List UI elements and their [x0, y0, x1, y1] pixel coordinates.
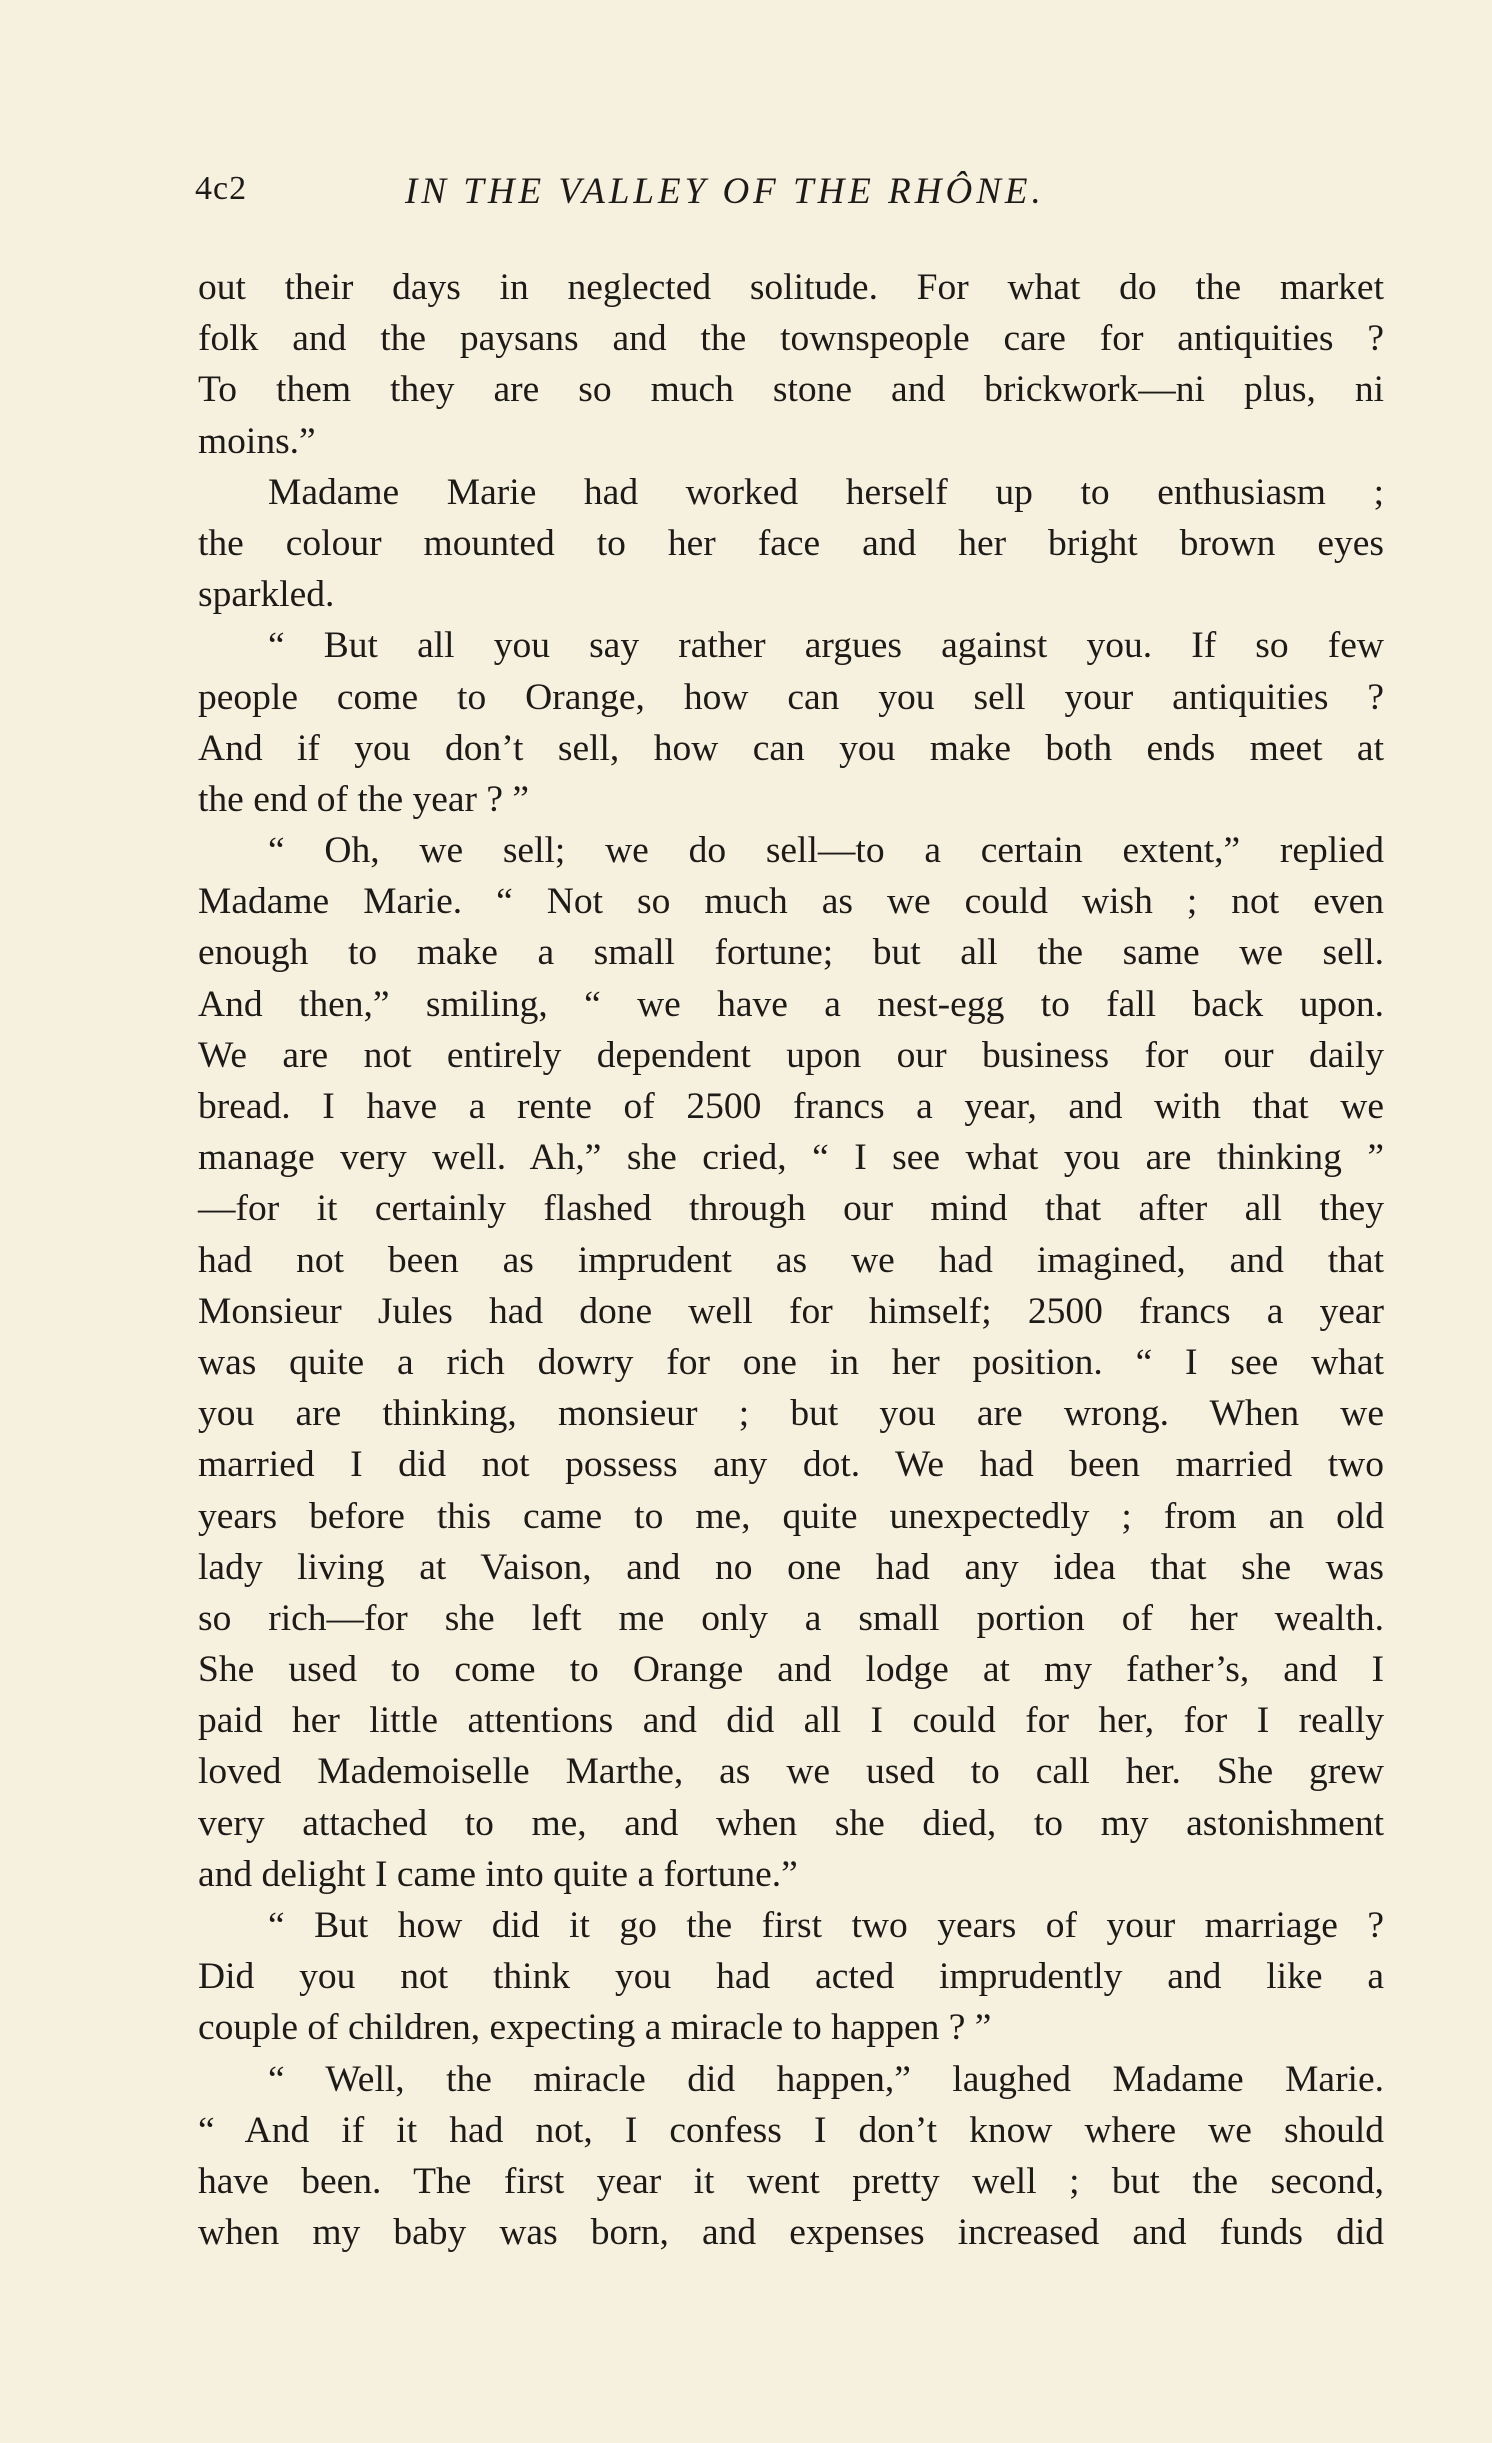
text-line: the end of the year ? ”	[198, 778, 530, 820]
text-line: She used to come to Orange and lodge at my father’s, and I	[198, 1649, 1384, 1691]
text-line: had not been as imprudent as we had imagined, and that	[198, 1239, 1384, 1281]
text-line: was quite a rich dowry for one in her position. “ I see what	[198, 1341, 1384, 1383]
text-line: loved Mademoiselle Marthe, as we used to call her. She grew	[198, 1751, 1384, 1793]
text-line: And if you don’t sell, how can you make both ends meet at	[198, 727, 1384, 769]
text-line: Madame Marie had worked herself up to enthusiasm ;	[268, 471, 1384, 513]
text-line: so rich—for she left me only a small portion of her wealth.	[198, 1597, 1384, 1639]
body-text	[198, 262, 1384, 2258]
text-line: sparkled.	[198, 574, 335, 616]
text-line: Did you not think you had acted imprudently and like a	[198, 1956, 1384, 1998]
text-line: enough to make a small fortune; but all the same we sell.	[198, 932, 1384, 974]
text-line: married I did not possess any dot. We had been married two	[198, 1444, 1384, 1486]
text-line: —for it certainly flashed through our mind that after all they	[198, 1188, 1384, 1230]
text-line: Madame Marie. “ Not so much as we could wish ; not even	[198, 881, 1384, 923]
text-line: couple of children, expecting a miracle to happen ? ”	[198, 2007, 992, 2049]
text-line: the colour mounted to her face and her bright brown eyes	[198, 522, 1384, 564]
text-line: To them they are so much stone and brickwork—ni plus, ni	[198, 369, 1384, 411]
text-line: people come to Orange, how can you sell your antiquities ?	[198, 676, 1384, 718]
text-line: “ But how did it go the first two years of your marriage ?	[268, 1905, 1384, 1946]
text-line: folk and the paysans and the townspeople care for antiquities ?	[198, 318, 1384, 360]
text-line: have been. The first year it went pretty well ; but the second,	[198, 2160, 1384, 2202]
text-line: paid her little attentions and did all I could for her, for I really	[198, 1700, 1384, 1742]
text-line: Monsieur Jules had done well for himself; 2500 francs a year	[198, 1290, 1384, 1332]
text-line: very attached to me, and when she died, to my astonishment	[198, 1802, 1384, 1844]
text-line: “ Well, the miracle did happen,” laughed Madame Marie.	[268, 2058, 1384, 2100]
running-head	[195, 170, 1195, 220]
text-line: you are thinking, monsieur ; but you are wrong. When we	[198, 1393, 1384, 1435]
text-line: and delight I came into quite a fortune.”	[198, 1853, 798, 1895]
text-line: lady living at Vaison, and no one had any idea that she was	[198, 1546, 1384, 1588]
text-line: years before this came to me, quite unexpectedly ; from an old	[198, 1495, 1384, 1537]
text-line: manage very well. Ah,” she cried, “ I see what you are thinking ”	[198, 1137, 1384, 1179]
text-line: moins.”	[198, 420, 316, 462]
text-line: We are not entirely dependent upon our business for our daily	[198, 1034, 1384, 1076]
text-line: “ But all you say rather argues against you. If so few	[268, 625, 1384, 667]
page-number: 4c2	[195, 170, 248, 207]
text-line: “ And if it had not, I confess I don’t know where we should	[198, 2109, 1384, 2151]
text-line: when my baby was born, and expenses increased and funds did	[198, 2212, 1384, 2254]
text-line: And then,” smiling, “ we have a nest-egg to fall back upon.	[198, 983, 1384, 1025]
text-line: “ Oh, we sell; we do sell—to a certain extent,” replied	[268, 830, 1384, 872]
running-title: IN THE VALLEY OF THE RHÔNE.	[405, 171, 1045, 212]
text-line: out their days in neglected solitude. For what do the market	[198, 267, 1384, 308]
text-line: bread. I have a rente of 2500 francs a year, and with that we	[198, 1086, 1384, 1127]
